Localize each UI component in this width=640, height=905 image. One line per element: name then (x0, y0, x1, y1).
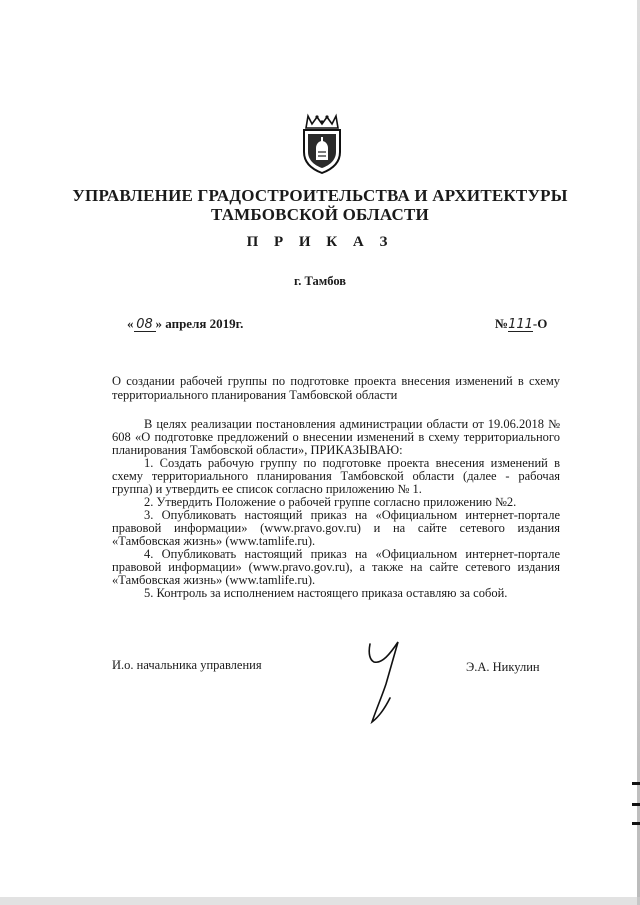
margin-mark (632, 782, 640, 785)
document-type: П Р И К А З (246, 234, 394, 250)
tambov-coat-of-arms-icon (298, 112, 346, 174)
body-paragraph-2: 2. Утвердить Положение о рабочей группе согласно приложению №2. (144, 495, 517, 509)
margin-mark (632, 822, 640, 825)
scan-edge-bottom (0, 897, 640, 905)
date-open-quote: « (127, 316, 134, 331)
document-body (112, 418, 560, 600)
signatory-name: Э.А. Никулин (466, 660, 540, 674)
city: г. Тамбов (293, 274, 347, 288)
handwritten-number: 111 (508, 317, 533, 332)
body-paragraph-1: 1. Создать рабочую группу по подготовке проекта внесения изменений в схему территориального планирования Тамбовской области (далее - рабочая группа) и утвердить ее список согласно приложению № 1. (112, 456, 560, 496)
handwritten-signature (360, 636, 410, 726)
body-paragraph-5: 5. Контроль за исполнением настоящего приказа оставляю за собой. (144, 586, 508, 600)
handwritten-day: 08 (134, 318, 156, 332)
body-paragraph-preamble: В целях реализации постановления администрации области от 19.06.2018 № 608 «О подготовке предложений о внесении изменений в схему территориального планирования Тамбовской области», ПРИКАЗЫВАЮ: (112, 417, 560, 457)
number-suffix: -О (532, 316, 548, 331)
number-prefix: № (495, 316, 509, 331)
body-paragraph-4: 4. Опубликовать настоящий приказ на «Официальном интернет-портале правовой информации» (www.pravo.gov.ru), а также на сайте сетевого издания «Тамбовская жизнь» (www.tamlife.ru). (112, 547, 560, 587)
document-date (127, 316, 243, 332)
org-name-line1: УПРАВЛЕНИЕ ГРАДОСТРОИТЕЛЬСТВА И АРХИТЕКТУРЫ (72, 186, 568, 205)
document-subject: О создании рабочей группы по подготовке проекта внесения изменений в схему территориального планирования Тамбовской области (112, 374, 560, 402)
org-name-line2: ТАМБОВСКОЙ ОБЛАСТИ (211, 205, 429, 224)
signatory-position: И.о. начальника управления (112, 658, 262, 672)
margin-mark (632, 803, 640, 806)
body-paragraph-3: 3. Опубликовать настоящий приказ на «Официальном интернет-портале правовой информации» (www.pravo.gov.ru) и на сайте сетевого издания «Тамбовская жизнь» (www.tamlife.ru). (112, 508, 560, 548)
document-number (495, 316, 547, 332)
date-rest: » апреля 2019г. (155, 316, 244, 331)
